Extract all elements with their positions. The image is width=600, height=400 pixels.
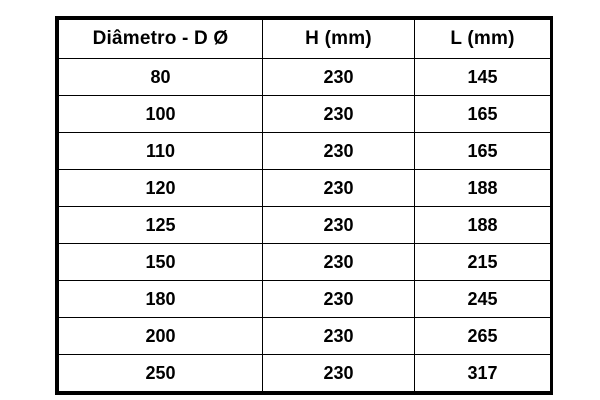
cell-diameter: 80 <box>59 59 263 96</box>
specification-table <box>58 19 551 392</box>
table-row <box>59 244 551 281</box>
cell-diameter: 200 <box>59 318 263 355</box>
cell-h: 230 <box>263 59 415 96</box>
table-row <box>59 207 551 244</box>
cell-h: 230 <box>263 207 415 244</box>
table-row <box>59 281 551 318</box>
cell-l: 165 <box>415 133 551 170</box>
column-header-diameter: Diâmetro - D Ø <box>59 20 263 59</box>
cell-l: 317 <box>415 355 551 392</box>
cell-h: 230 <box>263 355 415 392</box>
cell-diameter: 125 <box>59 207 263 244</box>
column-header-h: H (mm) <box>263 20 415 59</box>
cell-h: 230 <box>263 170 415 207</box>
cell-h: 230 <box>263 133 415 170</box>
table-row <box>59 133 551 170</box>
table-header-row <box>59 20 551 59</box>
cell-diameter: 100 <box>59 96 263 133</box>
table-row <box>59 96 551 133</box>
cell-l: 145 <box>415 59 551 96</box>
cell-l: 245 <box>415 281 551 318</box>
cell-h: 230 <box>263 281 415 318</box>
cell-diameter: 110 <box>59 133 263 170</box>
cell-h: 230 <box>263 96 415 133</box>
table-header <box>59 20 551 59</box>
cell-l: 165 <box>415 96 551 133</box>
table-row <box>59 170 551 207</box>
table-row <box>59 318 551 355</box>
cell-l: 188 <box>415 170 551 207</box>
cell-diameter: 150 <box>59 244 263 281</box>
table-body <box>59 59 551 392</box>
cell-l: 188 <box>415 207 551 244</box>
cell-h: 230 <box>263 318 415 355</box>
cell-diameter: 120 <box>59 170 263 207</box>
table-row <box>59 355 551 392</box>
cell-diameter: 250 <box>59 355 263 392</box>
cell-l: 215 <box>415 244 551 281</box>
table-row <box>59 59 551 96</box>
cell-h: 230 <box>263 244 415 281</box>
cell-l: 265 <box>415 318 551 355</box>
specification-table-container <box>55 16 553 395</box>
column-header-l: L (mm) <box>415 20 551 59</box>
cell-diameter: 180 <box>59 281 263 318</box>
